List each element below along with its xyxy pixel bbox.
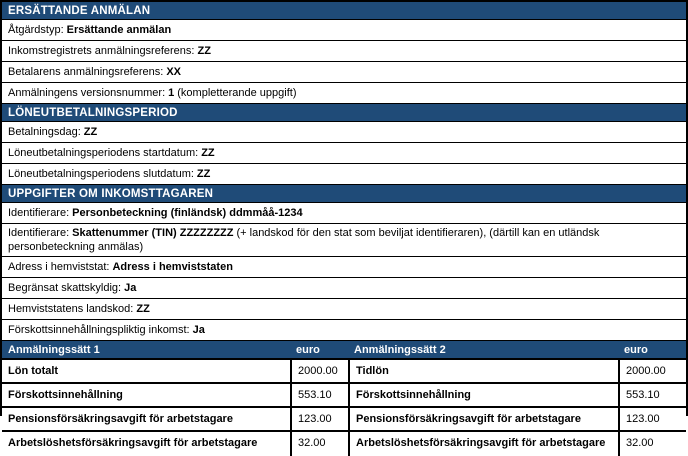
info-row xyxy=(2,164,686,185)
info-row xyxy=(2,320,686,341)
amounts-header-cell: euro xyxy=(296,344,320,356)
info-value: 1 xyxy=(168,87,175,99)
info-value: Ja xyxy=(192,324,205,336)
amount-value-cell-2: 2000.00 xyxy=(618,360,686,382)
info-value: Ja xyxy=(124,282,137,294)
info-label: Adress i hemviststat: xyxy=(8,261,110,273)
amount-value-cell-2: 553.10 xyxy=(618,384,686,406)
info-row xyxy=(2,224,686,257)
info-label: Identifierare: xyxy=(8,227,70,239)
info-label: Begränsat skattskyldig: xyxy=(8,282,122,294)
info-value: ZZ xyxy=(197,45,211,57)
amounts-row xyxy=(2,384,686,408)
info-label: Förskottsinnehållningspliktig inkomst: xyxy=(8,324,190,336)
section-header: ERSÄTTANDE ANMÄLAN xyxy=(2,2,686,20)
info-label: Betalarens anmälningsreferens: xyxy=(8,66,164,78)
info-value: XX xyxy=(166,66,181,78)
info-value: ZZ xyxy=(136,303,150,315)
info-value: ZZ xyxy=(196,168,211,180)
info-row xyxy=(2,143,686,164)
info-row xyxy=(2,257,686,278)
amounts-header-cell: euro xyxy=(624,344,648,356)
info-row xyxy=(2,299,686,320)
info-label: Åtgärdstyp: xyxy=(8,24,64,36)
amount-value-cell-1: 32.00 xyxy=(290,432,348,456)
info-suffix: (kompletterande uppgift) xyxy=(177,87,297,99)
amount-value-cell-1: 2000.00 xyxy=(290,360,348,382)
info-value: Adress i hemviststaten xyxy=(112,261,233,273)
info-label: Hemviststatens landskod: xyxy=(8,303,134,315)
amount-label-cell-1: Arbetslöshetsförsäkringsavgift för arbetstagare xyxy=(8,437,258,449)
info-row xyxy=(2,203,686,224)
amount-value-cell-1: 553.10 xyxy=(290,384,348,406)
section-header: UPPGIFTER OM INKOMSTTAGAREN xyxy=(2,185,686,203)
amount-label-cell-2: Arbetslöshetsförsäkringsavgift för arbetstagare xyxy=(348,432,618,456)
amounts-row xyxy=(2,360,686,384)
amount-value-cell-2: 123.00 xyxy=(618,408,686,430)
info-label: Identifierare: xyxy=(8,207,70,219)
info-label: Löneutbetalningsperiodens startdatum: xyxy=(8,147,199,159)
info-value: ZZ xyxy=(201,147,215,159)
amount-value-cell-1: 123.00 xyxy=(290,408,348,430)
section-header: LÖNEUTBETALNINGSPERIOD xyxy=(2,104,686,122)
info-label: Betalningsdag: xyxy=(8,126,81,138)
amounts-row xyxy=(2,408,686,432)
info-row xyxy=(2,278,686,299)
info-row xyxy=(2,41,686,62)
info-row xyxy=(2,83,686,104)
amount-label-cell-2: Förskottsinnehållning xyxy=(348,384,618,406)
info-label: Anmälningens versionsnummer: xyxy=(8,87,166,99)
info-sections xyxy=(2,2,686,341)
amounts-table-header-row xyxy=(2,341,686,360)
info-row xyxy=(2,62,686,83)
info-value: Ersättande anmälan xyxy=(66,24,172,36)
amounts-header-cell: Anmälningssätt 2 xyxy=(354,344,446,356)
info-label: Inkomstregistrets anmälningsreferens: xyxy=(8,45,195,57)
amounts-header-cell: Anmälningssätt 1 xyxy=(8,344,100,356)
amount-value-cell-2: 32.00 xyxy=(618,432,686,456)
info-row xyxy=(2,20,686,41)
info-label: Löneutbetalningsperiodens slutdatum: xyxy=(8,168,194,180)
amounts-row xyxy=(2,432,686,456)
amount-label-cell-1: Pensionsförsäkringsavgift för arbetstagare xyxy=(8,413,233,425)
amounts-table-body xyxy=(2,360,686,456)
info-value: Personbeteckning (finländsk) ddmmåå-1234 xyxy=(72,207,303,219)
info-row xyxy=(2,122,686,143)
amount-label-cell-2: Pensionsförsäkringsavgift för arbetstagare xyxy=(348,408,618,430)
info-value: Skattenummer (TIN) ZZZZZZZZ xyxy=(72,227,234,239)
amount-label-cell-2: Tidlön xyxy=(348,360,618,382)
info-suffix: (+ landskod för den stat som beviljat identifieraren), (därtill kan en utländsk personbeteckning anmälas) xyxy=(8,227,600,253)
amount-label-cell-1: Förskottsinnehållning xyxy=(8,389,123,401)
info-value: ZZ xyxy=(83,126,98,138)
amount-label-cell-1: Lön totalt xyxy=(8,365,59,377)
